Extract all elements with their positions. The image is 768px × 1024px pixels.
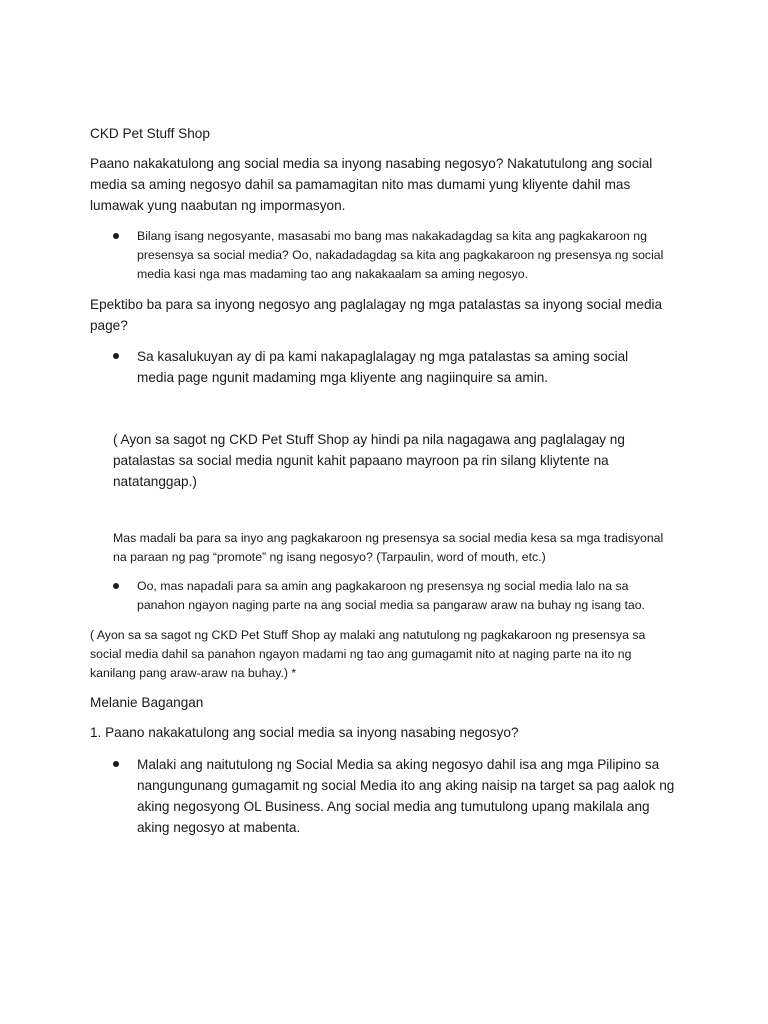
question-paragraph-2: Epektibo ba para sa inyong negosyo ang paglalagay ng mga patalastas sa inyong social media page?	[90, 297, 663, 333]
summary-note-2: ( Ayon sa sa sagot ng CKD Pet Stuff Shop ay malaki ang natutulong ng pagkakaroon ng presensya sa social media dahil sa panahon ngayon madami ng tao ang gumagamit nito at naging parte na ito ng kanilang pang araw-araw na buhay.) *	[90, 628, 646, 680]
respondent-name: Melanie Bagangan	[90, 695, 204, 710]
bullet-answer-4: Malaki ang naitutulong ng Social Media sa aking negosyo dahil isa ang mga Pilipino sa nangungunang gumagamit ng social Media ito ang aking naisip na target sa pag aalok ng aking negosyong OL Business. Ang social media ang tumutulong upang makilala ang aking negosyo at mabenta.	[137, 757, 675, 835]
bullet-answer-3: Oo, mas napadali para sa amin ang pagkakaroon ng presensya ng social media lalo na sa panahon ngayon naging parte na ang social media sa pangaraw araw na buhay ng isang tao.	[137, 579, 645, 612]
bullet-icon	[113, 583, 119, 589]
numbered-question-1: 1. Paano nakakatulong ang social media sa inyong nasabing negosyo?	[90, 725, 519, 740]
bullet-answer-2: Sa kasalukuyan ay di pa kami nakapaglalagay ng mga patalastas sa aming social media page ngunit madaming mga kliyente ang nagiinquire sa amin.	[137, 349, 629, 385]
document-title: CKD Pet Stuff Shop	[90, 126, 210, 141]
summary-note-1: ( Ayon sa sagot ng CKD Pet Stuff Shop ay hindi pa nila nagagawa ang paglalagay ng patalastas sa social media ngunit kahit papaano mayroon pa rin silang kliytente na natatanggap.)	[113, 432, 625, 489]
bullet-answer-1: Bilang isang negosyante, masasabi mo bang mas nakakadagdag sa kita ang pagkakaroon ng presensya sa social media? Oo, nakadadagdag sa kita ang pagkakaroon ng presensya ng social media kasi nga mas madaming tao ang nakakaalam sa aming negosyo.	[137, 229, 664, 281]
question-paragraph-1: Paano nakakatulong ang social media sa inyong nasabing negosyo? Nakatutulong ang social media sa aming negosyo dahil sa pamamagitan nito mas dumami yung kliyente dahil mas lumawak yung naabutan ng impormasyon.	[90, 156, 653, 213]
bullet-icon	[113, 233, 119, 239]
bullet-icon	[113, 353, 119, 359]
bullet-icon	[113, 761, 119, 767]
question-paragraph-3: Mas madali ba para sa inyo ang pagkakaroon ng presensya sa social media kesa sa mga tradisyonal na paraan ng pag “promote” ng isang negosyo? (Tarpaulin, word of mouth, etc.)	[113, 531, 664, 564]
